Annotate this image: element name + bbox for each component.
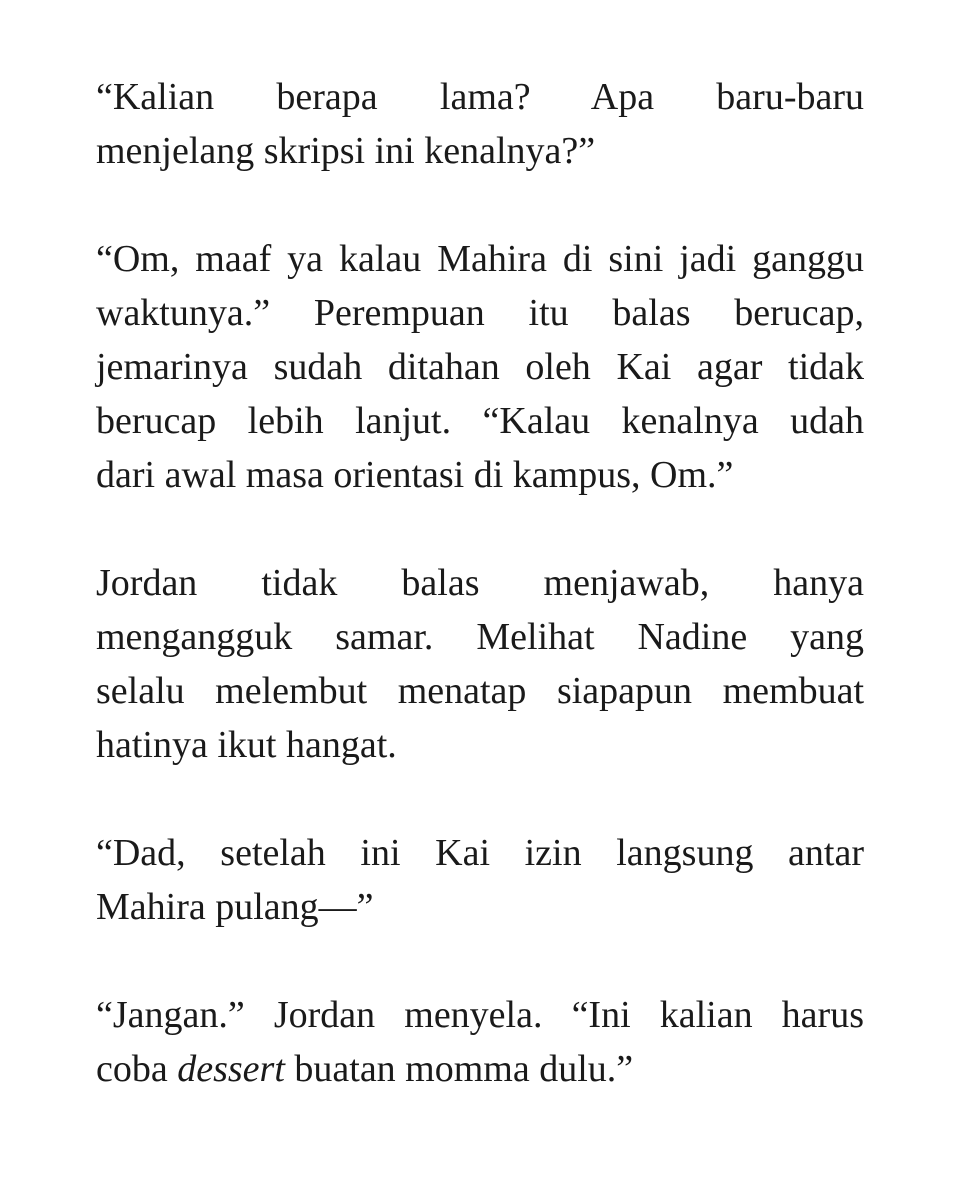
- text-line: “Kalian berapa lama? Apa baru-baru: [96, 76, 864, 118]
- text-line: hatinya ikut hangat.: [96, 724, 397, 766]
- text-line: dari awal masa orientasi di kampus, Om.”: [96, 454, 734, 496]
- document-page: [96, 70, 864, 1150]
- text-segment: coba: [96, 1048, 178, 1090]
- paragraph-4: [96, 826, 864, 934]
- paragraph-3: [96, 556, 864, 772]
- text-line: “Jangan.” Jordan menyela. “Ini kalian harus: [96, 994, 864, 1036]
- paragraph-5: [96, 988, 864, 1096]
- text-line: berucap lebih lanjut. “Kalau kenalnya udah: [96, 400, 864, 442]
- paragraph-1: [96, 70, 864, 178]
- text-segment: buatan momma dulu.”: [284, 1048, 634, 1090]
- text-line: waktunya.” Perempuan itu balas berucap,: [96, 292, 864, 334]
- text-line: mengangguk samar. Melihat Nadine yang: [96, 616, 864, 658]
- text-line: Jordan tidak balas menjawab, hanya: [96, 562, 864, 604]
- text-line: “Dad, setelah ini Kai izin langsung antar: [96, 832, 864, 874]
- italic-word: dessert: [177, 1048, 285, 1090]
- text-line: “Om, maaf ya kalau Mahira di sini jadi ganggu: [96, 238, 864, 280]
- text-line: selalu melembut menatap siapapun membuat: [96, 670, 864, 712]
- text-line: jemarinya sudah ditahan oleh Kai agar tidak: [96, 346, 864, 388]
- text-line: [96, 1042, 864, 1096]
- text-line: Mahira pulang—”: [96, 886, 374, 928]
- text-line: menjelang skripsi ini kenalnya?”: [96, 130, 596, 172]
- paragraph-2: [96, 232, 864, 502]
